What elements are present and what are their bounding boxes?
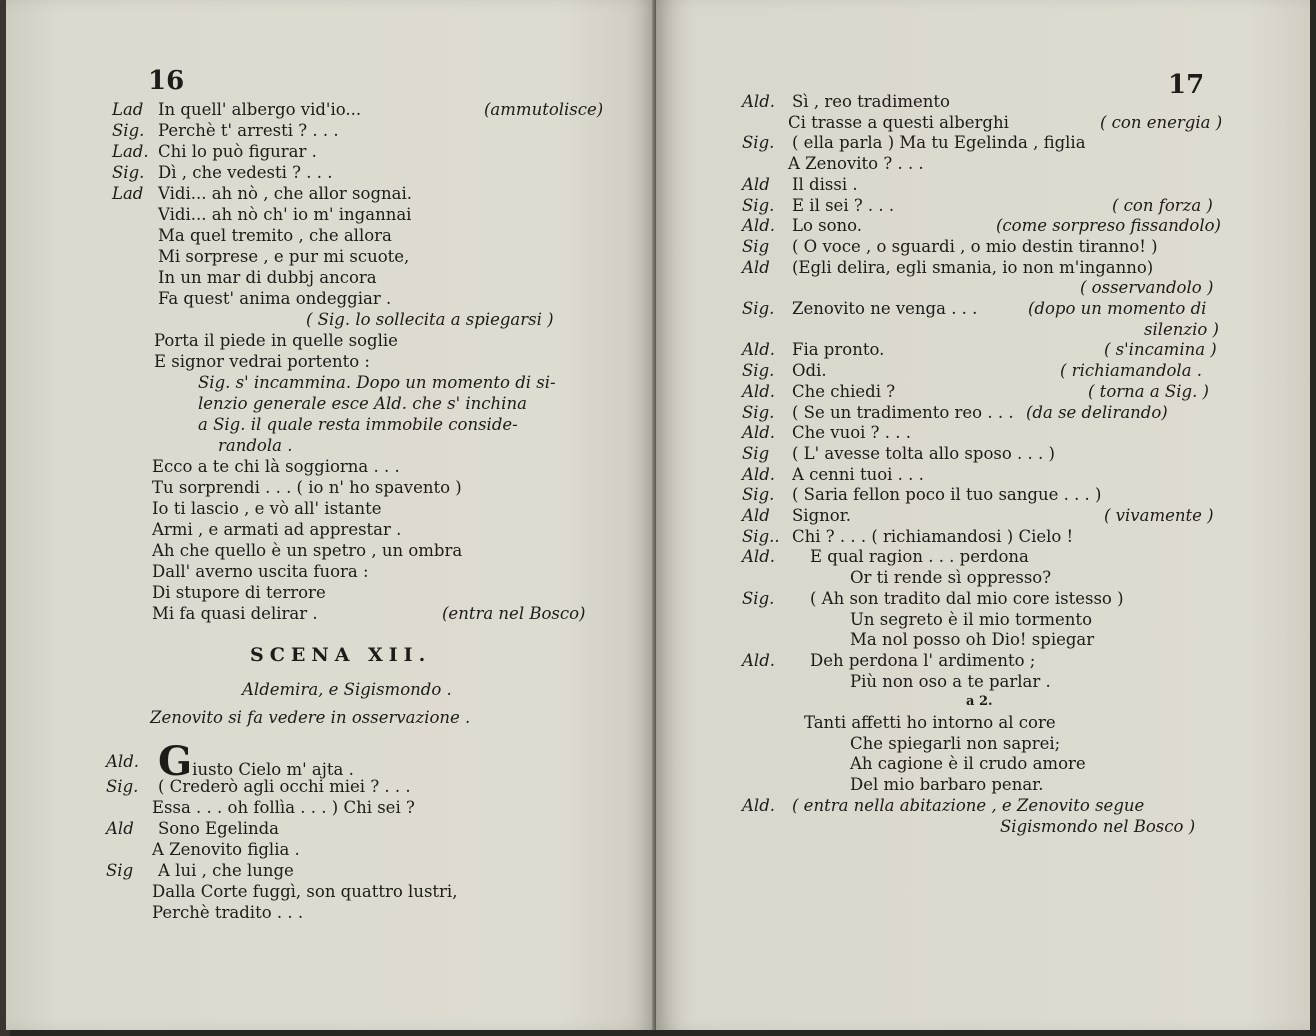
speaker: Ald (742, 506, 770, 525)
verse-text: A lui , che lunge (158, 861, 294, 880)
left-page (6, 0, 656, 1030)
drop-cap: G (158, 738, 193, 785)
verse-text: Vidi... ah nò , che allor sognai. (158, 184, 413, 203)
verse-text: A Zenovito ? . . . (788, 154, 924, 174)
stage-direction: Sig. s' incammina. Dopo un momento di si- (198, 373, 556, 392)
verse-text: Sì , reo tradimento (792, 92, 950, 111)
stage-direction: ( Sig. lo sollecita a spiegarsi ) (306, 310, 554, 329)
verse-text: Chi lo può figurar . (158, 142, 317, 161)
verse-text: Signor. (792, 506, 852, 525)
speaker: Ald. (742, 92, 775, 111)
speaker: Ald. (742, 423, 775, 443)
verse-text: Ma quel tremito , che allora (158, 226, 392, 245)
speaker: Ald (742, 174, 770, 194)
stage-direction: a Sig. il quale resta immobile conside- (198, 415, 518, 434)
speaker: Sig (742, 443, 770, 463)
speaker: Lad (112, 184, 144, 203)
stage-direction: ( con forza ) (1112, 195, 1213, 215)
verse-text: Dall' averno uscita fuora : (152, 562, 369, 581)
verse-text: Dalla Corte fuggì, son quattro lustri, (152, 882, 458, 901)
stage-direction: ( s'incamina ) (1104, 340, 1217, 360)
verse-text: Ma nol posso oh Dio! spiegar (850, 630, 1095, 650)
page-number: 17 (1168, 70, 1205, 100)
verse-text: Perchè t' arresti ? . . . (158, 121, 339, 140)
speaker: Ald. (106, 752, 139, 771)
verse-text: Mi sorprese , e pur mi scuote, (158, 247, 410, 266)
speaker: Sig. (742, 361, 775, 381)
verse-text: Ah cagione è il crudo amore (850, 754, 1086, 774)
verse-text: Tu sorprendi . . . ( io n' ho spavento ) (152, 478, 462, 497)
verse-text: Ecco a te chi là soggiorna . . . (152, 457, 400, 476)
speaker: Ald. (742, 547, 775, 567)
speaker: Sig. (742, 402, 775, 422)
verse-text: Perchè tradito . . . (152, 903, 304, 922)
speaker: Lad (112, 100, 144, 119)
scene-characters: Aldemira, e Sigismondo . (242, 680, 452, 699)
verse-text: Armi , e armati ad apprestar . (152, 520, 402, 539)
verse-text: Vidi... ah nò ch' io m' ingannai (158, 205, 412, 224)
verse-text: Un segreto è il mio tormento (850, 609, 1092, 629)
speaker: Ald. (742, 650, 775, 670)
verse-text: Sono Egelinda (158, 819, 279, 838)
verse-text: In un mar di dubbj ancora (158, 268, 377, 287)
speaker: Lad. (112, 142, 149, 161)
verse-text: Io ti lascio , e vò all' istante (152, 499, 382, 518)
verse-text: Che chiedi ? (792, 381, 896, 401)
speaker: Ald. (742, 381, 775, 401)
right-page (656, 0, 1310, 1030)
verse-text: A cenni tuoi . . . (792, 464, 924, 484)
speaker: Sig. (112, 121, 145, 140)
verse-text: E il sei ? . . . (792, 195, 895, 215)
stage-direction: ( osservandolo ) (1080, 278, 1214, 298)
verse-text: Tanti affetti ho intorno al core (804, 713, 1056, 732)
verse-text-rest: iusto Cielo m' ajta . (192, 760, 354, 779)
speaker: Sig. (112, 163, 145, 182)
verse-text: ( ella parla ) Ma tu Egelinda , figlia (792, 133, 1086, 153)
stage-direction: ( torna a Sig. ) (1088, 381, 1209, 401)
verse-text: Odi. (792, 361, 827, 381)
verse-text: (Egli delira, egli smania, io non m'inganno) (792, 257, 1154, 277)
verse-text: ( O voce , o sguardi , o mio destin tiranno! ) (792, 236, 1158, 256)
verse-text: Zenovito ne venga . . . (792, 299, 978, 318)
verse-text: Che vuoi ? . . . (792, 423, 911, 443)
verse-text: Lo sono. (792, 216, 863, 236)
scene-direction: Zenovito si fa vedere in osservazione . (150, 708, 471, 727)
speaker: Ald. (742, 795, 775, 815)
stage-direction: ( entra nella abitazione , e Zenovito segue (792, 795, 1145, 815)
verse-text: Mi fa quasi delirar . (152, 604, 318, 623)
speaker: Sig (106, 861, 134, 880)
speaker: Sig. (742, 299, 775, 318)
verse-text: E qual ragion . . . perdona (810, 547, 1029, 567)
verse-text: ( Saria fellon poco il tuo sangue . . . ) (792, 485, 1102, 505)
verse-text: Fa quest' anima ondeggiar . (158, 289, 392, 308)
stage-direction: silenzio ) (1144, 319, 1219, 339)
speaker: Sig. (742, 195, 775, 215)
speaker: Sig. (742, 133, 775, 153)
stage-direction: (come sorpreso fissandolo) (996, 216, 1221, 236)
page-number: 16 (148, 66, 185, 96)
stage-direction: (dopo un momento di (1028, 299, 1207, 318)
book-spread (6, 0, 1310, 1030)
verse-text: ( Se un tradimento reo . . . (792, 402, 1014, 422)
scene-title: SCENA XII. (250, 644, 432, 666)
stage-direction: (entra nel Bosco) (442, 604, 586, 623)
verse-text: ( Ah son tradito dal mio core istesso ) (810, 588, 1124, 608)
speaker: Ald. (742, 216, 775, 236)
verse-text: Chi ? . . . ( richiamandosi ) Cielo ! (792, 526, 1074, 546)
stage-direction: ( con energia ) (1100, 112, 1223, 132)
verse-text: Di stupore di terrore (152, 583, 326, 602)
verse-text: Più non oso a te parlar . (850, 671, 1051, 691)
stage-direction: randola . (218, 436, 293, 455)
verse-text: Fia pronto. (792, 340, 885, 360)
verse-text: ( Crederò agli occhi miei ? . . . (158, 777, 411, 796)
verse-text: In quell' albergo vid'io... (158, 100, 362, 119)
verse-text: Dì , che vedesti ? . . . (158, 163, 333, 182)
stage-direction: (ammutolisce) (484, 100, 604, 119)
verse-text: Essa . . . oh follìa . . . ) Chi sei ? (152, 798, 415, 817)
speaker: Ald (742, 257, 770, 277)
verse-text (158, 738, 354, 785)
verse-text: ( L' avesse tolta allo sposo . . . ) (792, 443, 1055, 463)
verse-text: Ah che quello è un spetro , un ombra (152, 541, 463, 560)
verse-text: Porta il piede in quelle soglie (154, 331, 398, 350)
stage-direction: lenzio generale esce Ald. che s' inchina (198, 394, 527, 413)
speaker: Sig.. (742, 526, 780, 546)
speaker: Ald (106, 819, 134, 838)
speaker: Sig. (742, 485, 775, 505)
verse-text: E signor vedrai portento : (154, 352, 370, 371)
speaker: Ald. (742, 340, 775, 360)
verse-text: Or ti rende sì oppresso? (850, 568, 1052, 588)
speaker: Ald. (742, 464, 775, 484)
verse-text: Deh perdona l' ardimento ; (810, 650, 1036, 670)
verse-text: Il dissi . (792, 174, 858, 194)
verse-text: Del mio barbaro penar. (850, 775, 1044, 795)
stage-direction: ( vivamente ) (1104, 506, 1214, 525)
stage-direction: Sigismondo nel Bosco ) (1000, 816, 1196, 836)
speaker: Sig (742, 236, 770, 256)
stage-direction: (da se delirando) (1026, 402, 1168, 422)
verse-text: A Zenovito figlia . (152, 840, 300, 859)
verse-text: Che spiegarli non saprei; (850, 733, 1061, 753)
verse-text: Ci trasse a questi alberghi (788, 112, 1009, 132)
verse-text: a 2. (966, 694, 993, 710)
speaker: Sig. (106, 777, 139, 796)
stage-direction: ( richiamandola . (1060, 361, 1203, 381)
speaker: Sig. (742, 588, 775, 608)
